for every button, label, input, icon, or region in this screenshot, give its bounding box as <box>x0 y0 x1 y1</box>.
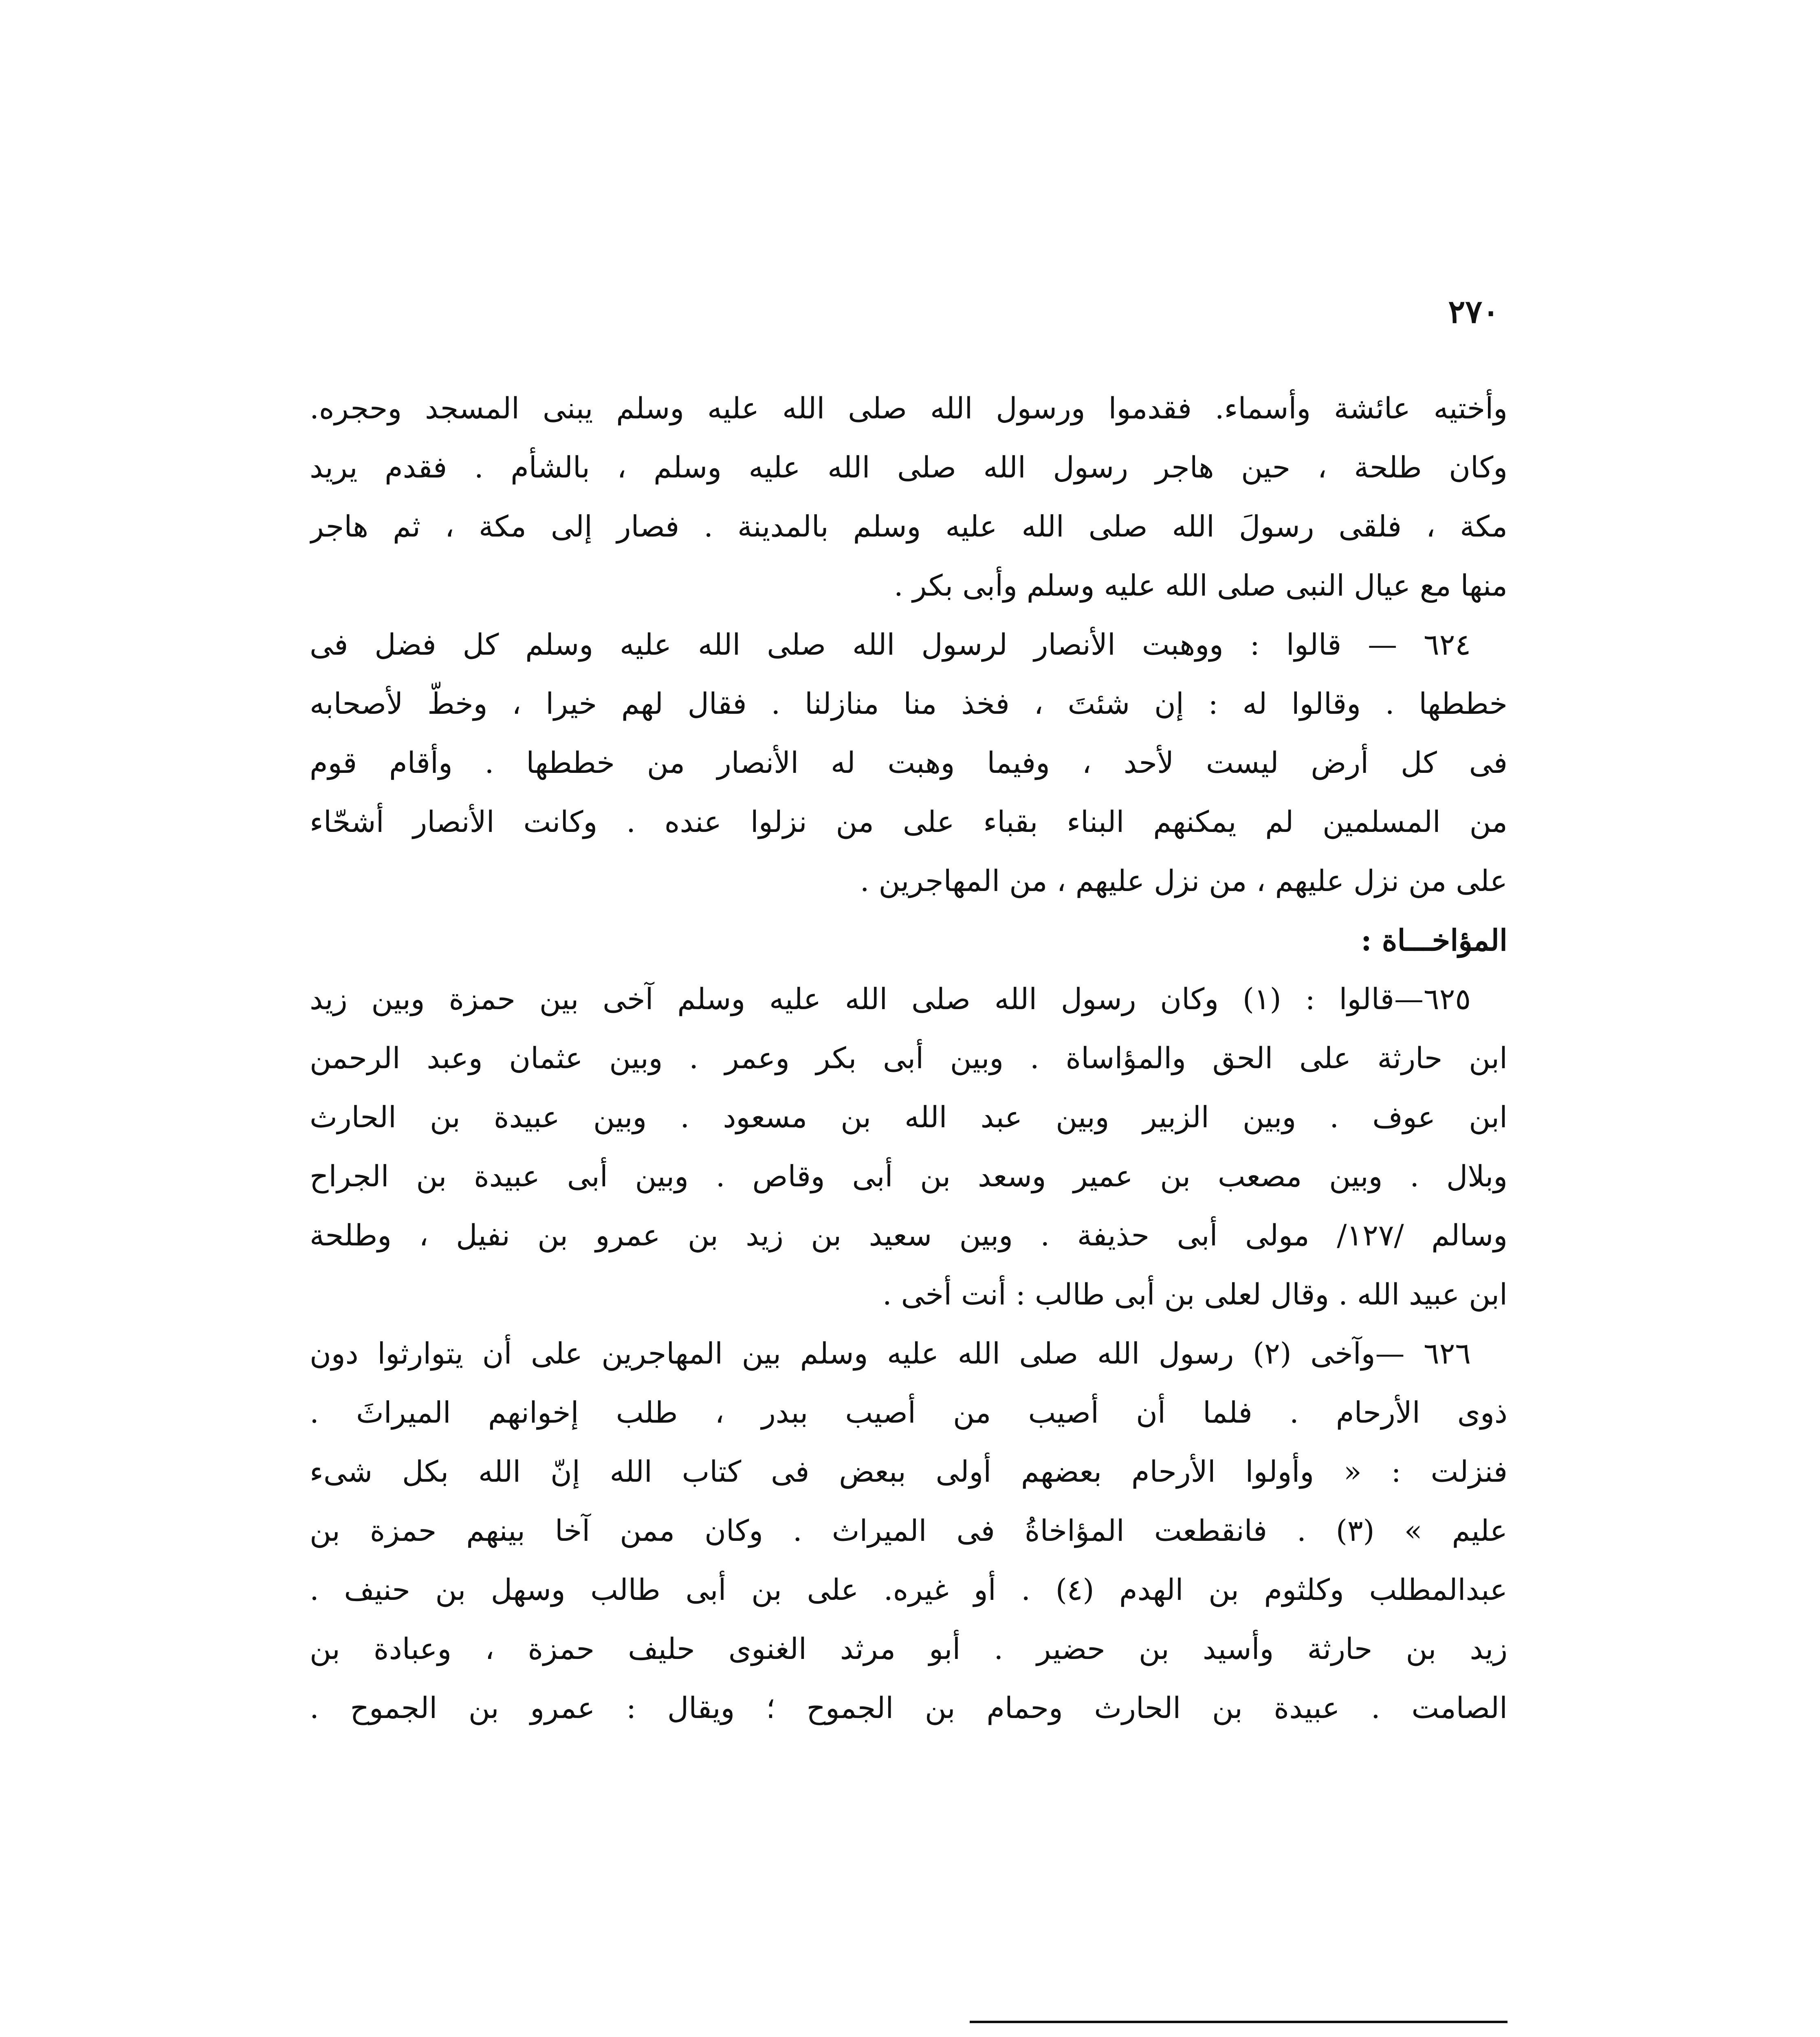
section-heading: المؤاخـــاة : <box>1361 923 1507 957</box>
text-line: ابن عبيد الله . وقال لعلى بن أبى طالب : أنت أخى . <box>882 1277 1507 1311</box>
text-line: ٦٢٦ —وآخى (٢) رسول الله صلى الله عليه وسلم بين المهاجرين على أن يتوارثوا دون <box>310 1336 1471 1370</box>
page-number: ٢٧٠ <box>1448 293 1499 330</box>
text-line: ابن عوف . وبين الزبير وبين عبد الله بن مسعود . وبين عبيدة بن الحارث <box>310 1100 1507 1134</box>
text-line: زيد بن حارثة وأسيد بن حضير . أبو مرثد الغنوى حليف حمزة ، وعبادة بن <box>310 1632 1507 1666</box>
text-line: ٦٢٥—قالوا : (١) وكان رسول الله صلى الله عليه وسلم آخى بين حمزة وبين زيد <box>310 982 1471 1016</box>
text-line: عليم » (٣) . فانقطعت المؤاخاةُ فى الميراث . وكان ممن آخا بينهم حمزة بن <box>310 1513 1507 1548</box>
text-line: وأختيه عائشة وأسماء. فقدموا ورسول الله صلى الله عليه وسلم يبنى المسجد وحجره. <box>310 391 1507 425</box>
text-line: منها مع عيال النبى صلى الله عليه وسلم وأبى بكر . <box>893 568 1507 603</box>
main-text <box>310 379 1507 1738</box>
text-line: وسالم /١٢٧/ مولى أبى حذيفة . وبين سعيد بن زيد بن عمرو بن نفيل ، وطلحة <box>310 1218 1507 1252</box>
text-line: مكة ، فلقى رسولَ الله صلى الله عليه وسلم بالمدينة . فصار إلى مكة ، ثم هاجر <box>310 509 1507 543</box>
text-line: ٦٢٤ — قالوا : ووهبت الأنصار لرسول الله صلى الله عليه وسلم كل فضل فى <box>310 627 1471 662</box>
text-line: عبدالمطلب وكلثوم بن الهدم (٤) . أو غيره. على بن أبى طالب وسهل بن حنيف . <box>310 1573 1507 1607</box>
book-page <box>310 277 1507 2037</box>
text-line: ابن حارثة على الحق والمؤاساة . وبين أبى بكر وعمر . وبين عثمان وعبد الرحمن <box>310 1041 1507 1075</box>
text-line: خططها . وقالوا له : إن شئتَ ، فخذ منا منازلنا . فقال لهم خيرا ، وخطّ لأصحابه <box>310 686 1507 721</box>
text-line: ذوى الأرحام . فلما أن أصيب من أصيب ببدر ، طلب إخوانهم الميراثَ . <box>310 1395 1507 1430</box>
text-line: الصامت . عبيدة بن الحارث وحمام بن الجموح ؛ ويقال : عمرو بن الجموح . <box>310 1691 1507 1725</box>
text-line: على من نزل عليهم ، من نزل عليهم ، من المهاجرين . <box>860 864 1507 898</box>
text-line: فنزلت : « وأولوا الأرحام بعضهم أولى ببعض فى كتاب الله إنّ الله بكل شىء <box>310 1454 1507 1489</box>
text-line: وبلال . وبين مصعب بن عمير وسعد بن أبى وقاص . وبين أبى عبيدة بن الجراح <box>310 1159 1507 1193</box>
text-line: من المسلمين لم يمكنهم البناء بقباء على من نزلوا عنده . وكانت الأنصار أشحّاء <box>310 805 1507 839</box>
footnote-divider <box>970 2021 1507 2023</box>
text-line: فى كل أرض ليست لأحد ، وفيما وهبت له الأنصار من خططها . وأقام قوم <box>310 746 1507 780</box>
text-line: وكان طلحة ، حين هاجر رسول الله صلى الله عليه وسلم ، بالشأم . فقدم يريد <box>310 450 1507 484</box>
